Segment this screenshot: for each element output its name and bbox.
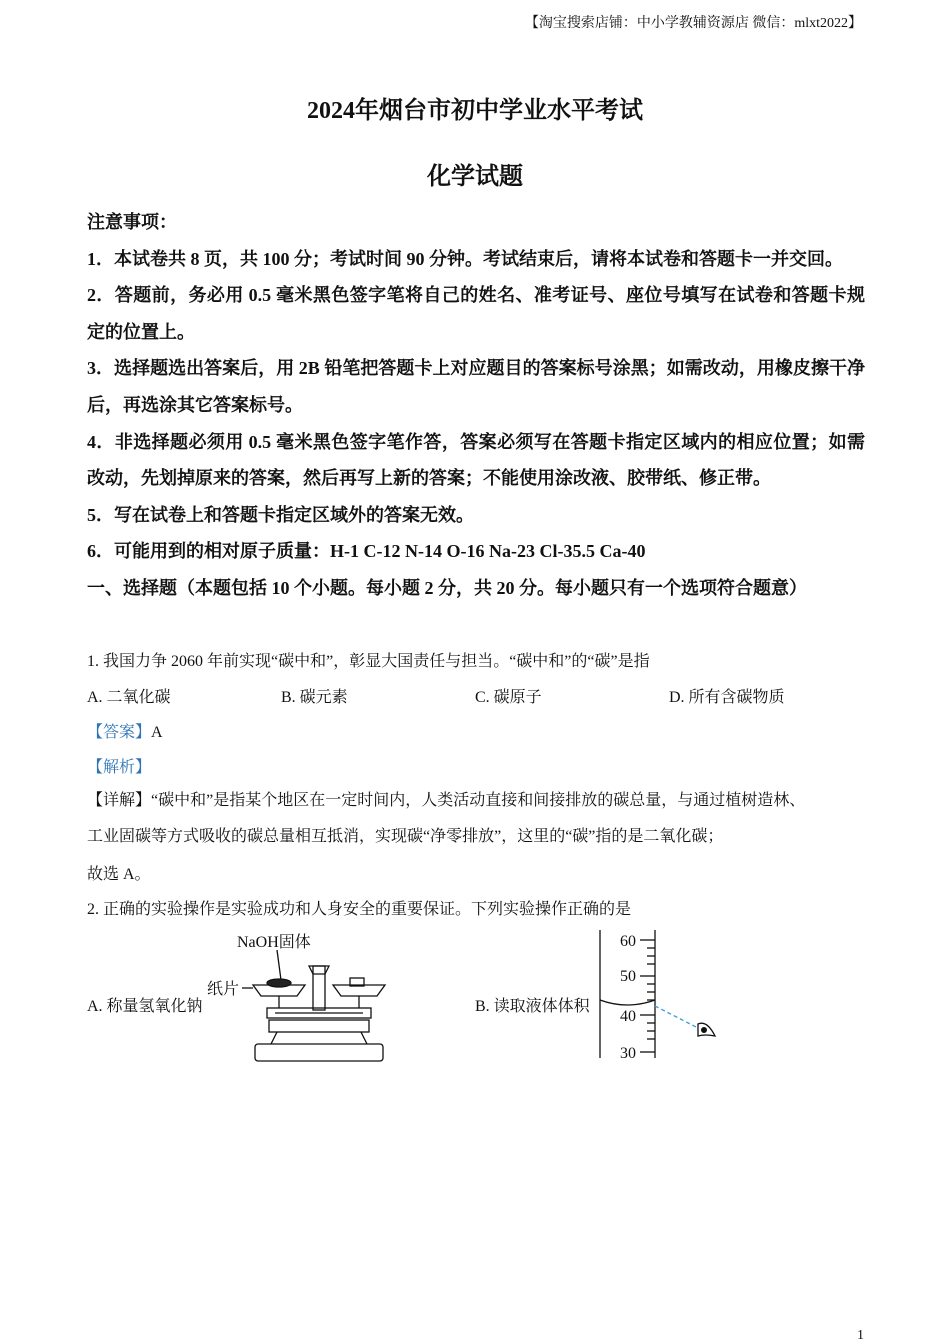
notice-item: 4．非选择题必须用 0.5 毫米黑色签字笔作答，答案必须写在答题卡指定区域内的相应位置；如需改动，先划掉原来的答案，然后再写上新的答案；不能使用涂改液、胶带纸、修正带。	[87, 431, 865, 489]
page-number: 1	[857, 1328, 864, 1343]
q2-option-b-label: B. 读取液体体积	[475, 998, 590, 1015]
q1-option-a: A. 二氧化碳	[87, 689, 171, 706]
tick-label-60: 60	[620, 933, 636, 950]
q1-explanation	[87, 783, 865, 855]
detail-text: “碳中和”是指某个地区在一定时间内，人类活动直接和间接排放的碳总量，与通过植树造林、	[151, 792, 806, 809]
notice-item: 6．可能用到的相对原子质量：H-1 C-12 N-14 O-16 Na-23 Cl-35.5 Ca-40	[87, 541, 646, 562]
exam-subtitle: 化学试题	[427, 164, 523, 190]
q1-option-b: B. 碳元素	[281, 689, 348, 706]
exam-title: 2024年烟台市初中学业水平考试	[307, 98, 643, 124]
q1-answer	[87, 719, 163, 742]
question-2-stem: 2. 正确的实验操作是实验成功和人身安全的重要保证。下列实验操作正确的是	[87, 901, 632, 918]
naoh-label: NaOH固体	[237, 934, 311, 951]
notice-item: 1．本试卷共 8 页，共 100 分；考试时间 90 分钟。考试结束后，请将本试卷和答题卡一并交回。	[87, 248, 843, 269]
balance-illustration	[205, 928, 395, 1068]
detail-line: 工业固碳等方式吸收的碳总量相互抵消，实现碳“净零排放”，这里的“碳”指的是二氧化碳；	[87, 828, 724, 845]
eye-icon	[698, 1023, 715, 1036]
section-title: 一、选择题（本题包括 10 个小题。每小题 2 分，共 20 分。每小题只有一个选项符合题意）	[87, 577, 807, 598]
answer-tag: 【答案】	[87, 724, 152, 741]
q1-conclusion: 故选 A。	[87, 866, 151, 883]
notice-item: 3．选择题选出答案后，用 2B 铅笔把答题卡上对应题目的答案标号涂黑；如需改动，用橡皮擦干净后，再选涂其它答案标号。	[87, 358, 865, 415]
graduated-cylinder-illustration	[595, 928, 725, 1063]
q1-option-d: D. 所有含碳物质	[669, 689, 785, 706]
balance-body	[269, 1020, 369, 1032]
naoh-pointer-line	[277, 950, 281, 980]
q1-option-c: C. 碳原子	[475, 689, 542, 706]
left-leg	[271, 1032, 277, 1044]
pointer-column	[313, 966, 325, 1010]
tick-label-40: 40	[620, 1008, 636, 1025]
right-leg	[361, 1032, 367, 1044]
tick-label-50: 50	[620, 968, 636, 985]
notice-item: 2．答题前，务必用 0.5 毫米黑色签字笔将自己的姓名、准考证号、座位号填写在试卷和答题卡规定的位置上。	[87, 285, 865, 342]
notice-heading: 注意事项：	[87, 212, 177, 232]
notice-item: 5．写在试卷上和答题卡指定区域外的答案无效。	[87, 504, 474, 525]
header-note: 【淘宝搜索店铺：中小学教辅资源店 微信：mlxt2022】	[524, 16, 862, 31]
liquid-meniscus	[600, 1000, 655, 1005]
balance-base	[255, 1044, 383, 1061]
naoh-solid	[267, 979, 291, 987]
sight-line	[655, 1006, 698, 1028]
question-1-stem: 1. 我国力争 2060 年前实现“碳中和”，彰显大国责任与担当。“碳中和”的“碳”是指	[87, 653, 650, 670]
tick-label-30: 30	[620, 1045, 636, 1062]
detail-tag: 【详解】	[87, 792, 152, 809]
notice-section	[87, 204, 865, 607]
q2-option-a-label: A. 称量氢氧化钠	[87, 998, 203, 1015]
paper-label: 纸片	[207, 981, 240, 998]
pointer-head	[309, 966, 329, 974]
detail-line	[87, 783, 865, 819]
analysis-tag: 【解析】	[87, 759, 152, 776]
answer-value: A	[151, 724, 163, 741]
right-pan	[333, 985, 385, 996]
